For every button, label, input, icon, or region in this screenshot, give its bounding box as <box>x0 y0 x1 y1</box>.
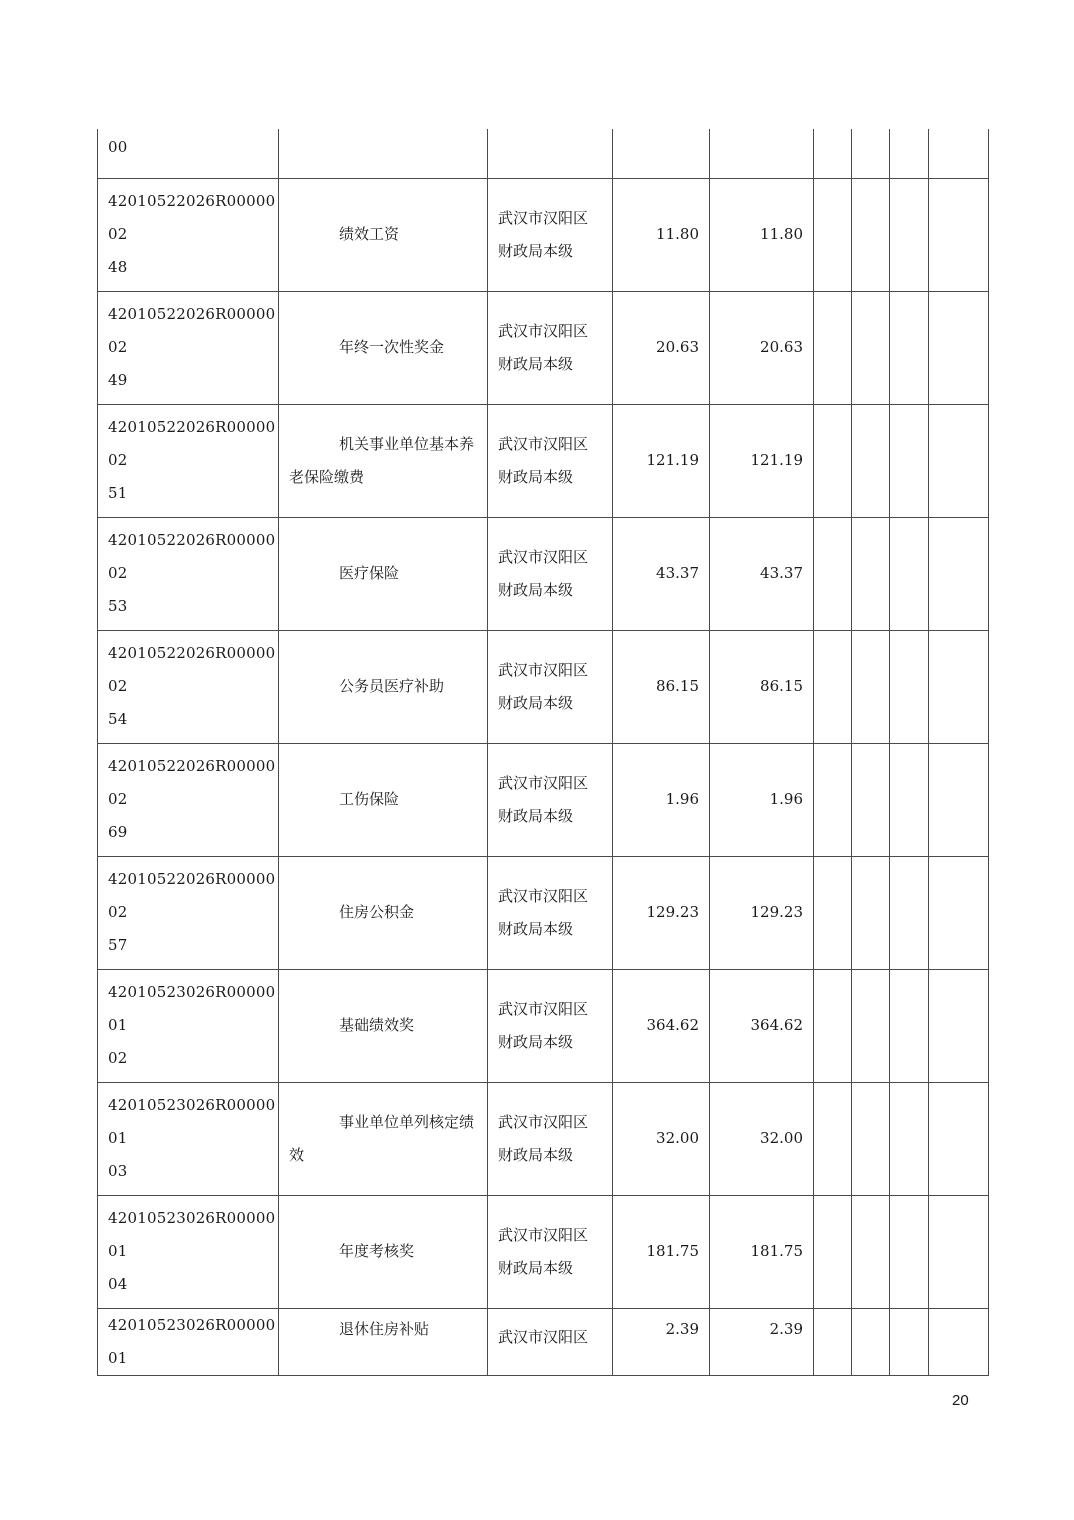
item-name-cell <box>279 404 488 517</box>
amount-total-text: 20.63 <box>656 338 699 356</box>
item-name-text: 机关事业单位基本养老保险缴费 <box>289 434 475 486</box>
org-text: 武汉市汉阳区 财政局本级 <box>498 434 589 486</box>
amount-subtotal-cell <box>710 404 814 517</box>
table-row <box>98 291 989 404</box>
budget-table <box>97 129 989 1376</box>
empty-cell <box>852 517 890 630</box>
org-text: 武汉市汉阳区 财政局本级 <box>498 208 589 260</box>
empty-cell <box>852 743 890 856</box>
empty-cell <box>890 517 929 630</box>
org-cell <box>488 856 613 969</box>
table-row <box>98 404 989 517</box>
amount-total-text: 181.75 <box>646 1242 699 1260</box>
empty-cell <box>890 1082 929 1195</box>
empty-cell <box>852 1308 890 1375</box>
item-code-cell: 00 <box>98 129 279 178</box>
amount-total-cell <box>613 743 710 856</box>
empty-cell <box>890 630 929 743</box>
empty-cell <box>710 129 814 178</box>
item-code-text: 42010522026R0000002 69 <box>108 757 276 841</box>
empty-cell <box>929 404 989 517</box>
amount-total-text: 364.62 <box>646 1016 699 1034</box>
empty-cell <box>852 1082 890 1195</box>
amount-subtotal-text: 20.63 <box>760 338 803 356</box>
empty-cell <box>814 1308 852 1375</box>
empty-cell <box>814 743 852 856</box>
amount-total-cell <box>613 404 710 517</box>
empty-cell <box>488 129 613 178</box>
org-cell <box>488 1195 613 1308</box>
empty-cell <box>929 517 989 630</box>
amount-total-cell <box>613 1308 710 1375</box>
empty-cell <box>929 743 989 856</box>
table-row <box>98 1195 989 1308</box>
amount-subtotal-cell <box>710 969 814 1082</box>
item-code-cell <box>98 743 279 856</box>
empty-cell <box>814 178 852 291</box>
amount-subtotal-text: 181.75 <box>750 1242 803 1260</box>
empty-cell <box>929 1082 989 1195</box>
empty-cell <box>890 129 929 178</box>
item-name-cell <box>279 1308 488 1375</box>
amount-subtotal-text: 86.15 <box>760 677 803 695</box>
org-cell <box>488 404 613 517</box>
amount-total-text: 129.23 <box>646 903 699 921</box>
table-row <box>98 969 989 1082</box>
item-name-text: 公务员医疗补助 <box>339 677 445 695</box>
empty-cell <box>814 1195 852 1308</box>
org-text: 武汉市汉阳区 财政局本级 <box>498 547 589 599</box>
amount-total-cell <box>613 291 710 404</box>
item-code-text: 42010522026R0000002 54 <box>108 644 276 728</box>
item-name-cell <box>279 178 488 291</box>
empty-cell <box>852 291 890 404</box>
item-name-text: 住房公积金 <box>339 903 415 921</box>
empty-cell <box>929 291 989 404</box>
amount-subtotal-text: 364.62 <box>750 1016 803 1034</box>
amount-total-text: 121.19 <box>646 451 699 469</box>
item-code-text: 42010522026R0000002 53 <box>108 531 276 615</box>
item-code-cell <box>98 630 279 743</box>
org-text: 武汉市汉阳区 <box>498 1327 589 1346</box>
empty-cell <box>613 129 710 178</box>
item-code-text: 42010522026R0000002 57 <box>108 870 276 954</box>
table-row-continued <box>98 129 989 178</box>
empty-cell <box>890 178 929 291</box>
amount-subtotal-cell <box>710 1308 814 1375</box>
amount-subtotal-cell <box>710 856 814 969</box>
amount-total-text: 11.80 <box>656 225 699 243</box>
item-code-cell <box>98 178 279 291</box>
empty-cell <box>852 1195 890 1308</box>
org-text: 武汉市汉阳区 财政局本级 <box>498 886 589 938</box>
amount-total-text: 86.15 <box>656 677 699 695</box>
empty-cell <box>929 630 989 743</box>
empty-cell <box>852 630 890 743</box>
amount-total-cell <box>613 517 710 630</box>
amount-total-cell <box>613 1082 710 1195</box>
amount-subtotal-text: 11.80 <box>760 225 803 243</box>
table-row <box>98 1308 989 1375</box>
item-name-text: 医疗保险 <box>339 564 400 582</box>
amount-subtotal-cell <box>710 743 814 856</box>
empty-cell <box>814 969 852 1082</box>
item-code-text: 42010523026R0000001 03 <box>108 1096 276 1180</box>
empty-cell <box>890 1308 929 1375</box>
item-code-cell <box>98 969 279 1082</box>
amount-subtotal-cell <box>710 630 814 743</box>
item-name-cell <box>279 856 488 969</box>
amount-subtotal-text: 43.37 <box>760 564 803 582</box>
empty-cell <box>890 404 929 517</box>
item-code-cell <box>98 1308 279 1375</box>
empty-cell <box>279 129 488 178</box>
item-code-cell <box>98 291 279 404</box>
item-code-cell <box>98 404 279 517</box>
empty-cell <box>929 129 989 178</box>
empty-cell <box>814 517 852 630</box>
empty-cell <box>852 129 890 178</box>
amount-total-cell <box>613 178 710 291</box>
org-cell <box>488 178 613 291</box>
empty-cell <box>929 178 989 291</box>
amount-total-text: 2.39 <box>665 1319 699 1338</box>
amount-subtotal-cell <box>710 1082 814 1195</box>
empty-cell <box>890 969 929 1082</box>
org-cell <box>488 1308 613 1375</box>
table-row <box>98 630 989 743</box>
amount-subtotal-cell <box>710 517 814 630</box>
item-name-cell <box>279 291 488 404</box>
item-code-cell <box>98 517 279 630</box>
org-text: 武汉市汉阳区 财政局本级 <box>498 773 589 825</box>
item-name-cell <box>279 1082 488 1195</box>
item-name-cell <box>279 969 488 1082</box>
amount-subtotal-text: 1.96 <box>769 790 803 808</box>
table-row <box>98 517 989 630</box>
item-code-cell <box>98 1082 279 1195</box>
item-name-text: 年终一次性奖金 <box>339 338 445 356</box>
amount-total-text: 43.37 <box>656 564 699 582</box>
empty-cell <box>852 178 890 291</box>
item-code-text: 42010523026R0000001 04 <box>108 1209 276 1293</box>
amount-total-cell <box>613 630 710 743</box>
item-code-cell <box>98 1195 279 1308</box>
page-number: 20 <box>952 1392 969 1409</box>
item-code-text: 42010522026R0000002 51 <box>108 418 276 502</box>
table-row <box>98 178 989 291</box>
item-name-text: 绩效工资 <box>339 225 400 243</box>
item-code-text: 42010522026R0000002 49 <box>108 305 276 389</box>
item-name-text: 事业单位单列核定绩效 <box>289 1112 475 1164</box>
org-text: 武汉市汉阳区 财政局本级 <box>498 1112 589 1164</box>
item-name-text: 工伤保险 <box>339 790 400 808</box>
amount-total-cell <box>613 969 710 1082</box>
item-name-cell <box>279 1195 488 1308</box>
empty-cell <box>929 1195 989 1308</box>
amount-subtotal-cell <box>710 178 814 291</box>
item-name-text: 年度考核奖 <box>339 1242 415 1260</box>
org-cell <box>488 291 613 404</box>
amount-subtotal-text: 129.23 <box>750 903 803 921</box>
empty-cell <box>890 856 929 969</box>
empty-cell <box>814 856 852 969</box>
empty-cell <box>814 630 852 743</box>
item-code-text: 42010522026R0000002 48 <box>108 192 276 276</box>
item-name-cell <box>279 743 488 856</box>
amount-total-cell <box>613 856 710 969</box>
empty-cell <box>814 404 852 517</box>
empty-cell <box>852 969 890 1082</box>
table-row <box>98 856 989 969</box>
amount-subtotal-text: 32.00 <box>760 1129 803 1147</box>
amount-subtotal-text: 121.19 <box>750 451 803 469</box>
org-cell <box>488 517 613 630</box>
amount-subtotal-cell <box>710 1195 814 1308</box>
org-text: 武汉市汉阳区 财政局本级 <box>498 1225 589 1277</box>
item-code-text: 42010523026R0000001 <box>108 1315 276 1367</box>
empty-cell <box>852 404 890 517</box>
org-text: 武汉市汉阳区 财政局本级 <box>498 999 589 1051</box>
amount-total-text: 32.00 <box>656 1129 699 1147</box>
empty-cell <box>814 1082 852 1195</box>
amount-total-text: 1.96 <box>665 790 699 808</box>
item-name-cell <box>279 517 488 630</box>
empty-cell <box>890 1195 929 1308</box>
empty-cell <box>814 129 852 178</box>
org-cell <box>488 630 613 743</box>
org-text: 武汉市汉阳区 财政局本级 <box>498 321 589 373</box>
empty-cell <box>890 291 929 404</box>
amount-total-cell <box>613 1195 710 1308</box>
empty-cell <box>929 856 989 969</box>
item-name-cell <box>279 630 488 743</box>
empty-cell <box>852 856 890 969</box>
amount-subtotal-text: 2.39 <box>769 1319 803 1338</box>
item-name-text: 退休住房补贴 <box>339 1319 430 1338</box>
org-cell <box>488 969 613 1082</box>
empty-cell <box>929 1308 989 1375</box>
empty-cell <box>890 743 929 856</box>
org-text: 武汉市汉阳区 财政局本级 <box>498 660 589 712</box>
org-cell <box>488 743 613 856</box>
item-code-text: 42010523026R0000001 02 <box>108 983 276 1067</box>
item-code-cell <box>98 856 279 969</box>
org-cell <box>488 1082 613 1195</box>
empty-cell <box>929 969 989 1082</box>
table-row <box>98 1082 989 1195</box>
empty-cell <box>814 291 852 404</box>
item-name-text: 基础绩效奖 <box>339 1016 415 1034</box>
amount-subtotal-cell <box>710 291 814 404</box>
table-row <box>98 743 989 856</box>
